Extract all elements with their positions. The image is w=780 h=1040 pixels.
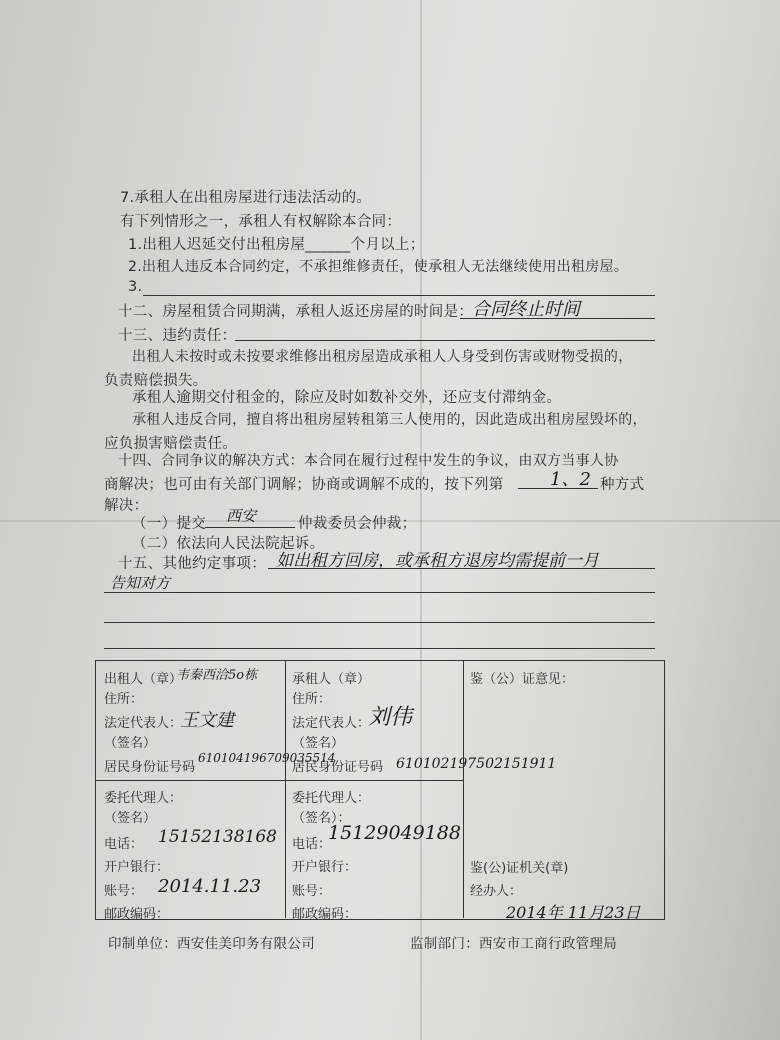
- dispute-choice-handwritten: 1、2: [550, 469, 591, 490]
- fill-line: [104, 592, 655, 593]
- clause-12: 十二、房屋租赁合同期满，承租人返还房屋的时间是：: [118, 304, 474, 320]
- fill-line: [235, 340, 655, 341]
- lessee-bank-label: 开户银行：: [292, 860, 358, 875]
- lessor-stamp-handwritten: 韦秦西洽5o栋: [176, 668, 258, 683]
- lessor-account-label: 账号：: [104, 884, 144, 899]
- lessor-zip-label: 邮政编码：: [104, 907, 170, 922]
- fill-line: [268, 568, 655, 569]
- supervisor-credit: 监制部门：西安市工商行政管理局: [410, 936, 617, 952]
- clause-7: 7.承租人在出租房屋进行违法活动的。: [120, 190, 372, 206]
- lessor-agent-sign-label: （签名）: [104, 811, 157, 826]
- fill-line: [104, 648, 655, 649]
- lessee-id-number: 610102197502151911: [396, 756, 557, 772]
- notary-org-label: 鉴(公)证机关(章): [470, 861, 569, 876]
- termination-item-3: 3.: [128, 279, 143, 295]
- option-2: （二）依法向人民法院起诉。: [132, 536, 325, 552]
- handler-label: 经办人：: [470, 884, 523, 899]
- other-terms-handwritten: 如出租方回房，或承租方退房均需提前一月: [276, 551, 599, 571]
- return-time-handwritten: 合同终止时间: [472, 299, 580, 320]
- lessor-sign-label: （签名）: [104, 736, 157, 751]
- option-1-prefix: （一）提交: [132, 516, 206, 532]
- lessee-address-label: 住所：: [292, 692, 332, 707]
- fill-line: [460, 318, 655, 319]
- lessee-phone: 15129049188: [328, 822, 461, 844]
- lessor-agent-label: 委托代理人：: [104, 791, 183, 806]
- arbitration-city-handwritten: 西安: [226, 507, 257, 525]
- lessee-agent-label: 委托代理人：: [292, 791, 371, 806]
- lessor-phone: 15152138168: [158, 827, 277, 847]
- lessee-label: 承租人（章）: [292, 672, 371, 687]
- termination-item-1: 1.出租人迟延交付出租房屋______个月以上；: [128, 237, 425, 253]
- termination-item-2: 2.出租人违反本合同约定，不承担维修责任，使承租人无法继续使用出租房屋。: [128, 259, 629, 275]
- table-divider: [95, 780, 463, 781]
- lessor-phone-label: 电话：: [104, 837, 144, 852]
- lessee-rep-label: 法定代表人：: [292, 716, 371, 731]
- lessee-phone-label: 电话：: [292, 837, 332, 852]
- clause-13: 十三、违约责任：: [118, 328, 237, 344]
- notary-opinion-label: 鉴（公）证意见：: [470, 672, 575, 687]
- lessor-address-label: 住所：: [104, 692, 144, 707]
- lessor-rep-signature: 王文建: [180, 710, 234, 731]
- liability-sublet: 承租人违反合同，擅自将出租房屋转租第三人使用的，因此造成出租房屋毁坏的，: [132, 412, 647, 428]
- lessor-date-handwritten: 2014.11.23: [158, 876, 262, 897]
- clause-14: 十四、合同争议的解决方式：本合同在履行过程中发生的争议，由双方当事人协: [118, 453, 619, 469]
- clause-15: 十五、其他约定事项：: [118, 556, 266, 572]
- printer-credit: 印制单位：西安佳美印务有限公司: [108, 936, 315, 952]
- lessee-zip-label: 邮政编码：: [292, 907, 358, 922]
- table-divider: [285, 660, 286, 918]
- lessor-rep-label: 法定代表人：: [104, 716, 183, 731]
- liability-late-rent: 承租人逾期交付租金的，除应及时如数补交外，还应支付滞纳金。: [132, 390, 562, 406]
- lessor-id-number: 610104196709035514: [198, 751, 336, 765]
- other-terms-handwritten-cont: 告知对方: [110, 574, 171, 592]
- liability-lessor: 出租人未按时或未按要求维修出租房屋造成承租人人身受到伤害或财物受损的，: [132, 349, 633, 365]
- clause-14-suffix: 种方式: [600, 477, 645, 493]
- clause-14-cont: 商解决；也可由有关部门调解；协商或调解不成的，按下列第: [104, 477, 504, 493]
- liability-sublet-cont: 应负损害赔偿责任。: [104, 436, 238, 452]
- lessee-rep-signature: 刘伟: [368, 705, 413, 730]
- lessee-account-label: 账号：: [292, 884, 332, 899]
- lessor-label: 出租人（章）: [104, 672, 183, 687]
- liability-lessor-cont: 负责赔偿损失。: [104, 373, 208, 389]
- fill-line: [104, 622, 655, 623]
- lessee-id-label: 居民身份证号码: [292, 760, 384, 775]
- termination-intro: 有下列情形之一，承租人有权解除本合同：: [120, 214, 402, 230]
- option-1-suffix: 仲裁委员会仲裁；: [298, 516, 417, 532]
- lessee-sign-label: （签名）: [292, 736, 345, 751]
- sign-date-handwritten: 2014年 11月23日: [506, 903, 641, 922]
- clause-14-resolve: 解决：: [104, 498, 149, 514]
- lessor-id-label: 居民身份证号码: [104, 760, 196, 775]
- fill-line: [205, 527, 295, 528]
- fill-line: [518, 488, 598, 489]
- table-divider: [463, 660, 464, 918]
- lessor-bank-label: 开户银行：: [104, 860, 170, 875]
- lessee-agent-sign-label: （签名）：: [292, 811, 351, 826]
